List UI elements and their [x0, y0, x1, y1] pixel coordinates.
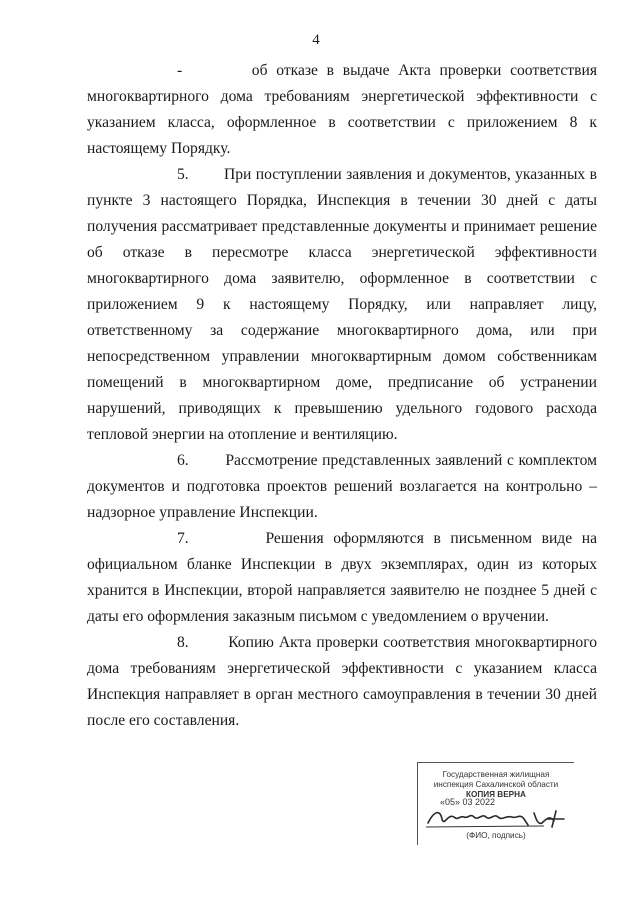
paragraph-text: При поступлении заявления и документов, указанных в пункте 3 настоящего Порядка, Инспекция в течении 30 дней с даты получения рассматривает представленные документы и принимает решение об отказе в пересмотре класса энергетической эффективности многоквартирного дома заявителю, оформленное в соответствии с приложением 9 к настоящему Порядку, или направляет лицу, ответственному за содержание многоквартирного дома, или при непосредственном управлении многоквартирным домом собственникам помещений в многоквартирном доме, предписание об устранении нарушений, приводящих к превышению удельного годового расхода тепловой энергии на отопление и вентиляцию.: [87, 166, 597, 443]
paragraph-marker: 6.: [177, 452, 189, 469]
stamp-copy-verified: КОПИЯ ВЕРНА: [466, 790, 526, 799]
stamp-fio-label: (ФИО, подпись): [466, 831, 526, 840]
document-body: [87, 58, 597, 734]
paragraph-text: об отказе в выдаче Акта проверки соответствия многоквартирного дома требованиям энергетической эффективности с указанием класса, оформленное в соответствии с приложением 8 к настоящему Порядку.: [87, 62, 598, 157]
paragraph-marker: 8.: [177, 634, 189, 651]
handwritten-signature: [424, 805, 570, 831]
certification-stamp: [417, 762, 574, 845]
paragraph-marker: -: [177, 62, 183, 79]
paragraph-text: Копию Акта проверки соответствия многоквартирного дома требованиям энергетической эффективности с указанием класса Инспекция направляет в орган местного самоуправления в течении 30 дней после его составления.: [87, 634, 597, 729]
paragraph-5: [87, 162, 597, 448]
page-number: 4: [312, 32, 320, 48]
paragraph-refusal-item: [87, 58, 597, 162]
paragraph-marker: 7.: [177, 530, 189, 547]
paragraph-marker: 5.: [177, 166, 189, 183]
paragraph-7: [87, 526, 597, 630]
stamp-org-line-1: Государственная жилищная: [442, 770, 550, 779]
paragraph-6: [87, 448, 597, 526]
stamp-org-line-2: инспекция Сахалинской области: [433, 780, 559, 789]
stamp-date: «05» 03 2022: [440, 797, 496, 807]
paragraph-text: Рассмотрение представленных заявлений с комплектом документов и подготовка проектов решений возлагается на контрольно – надзорное управление Инспекции.: [87, 452, 597, 521]
paragraph-text: Решения оформляются в письменном виде на официальном бланке Инспекции в двух экземплярах, один из которых хранится в Инспекции, второй направляется заявителю не позднее 5 дней с даты его оформления заказным письмом с уведомлением о вручении.: [87, 530, 598, 625]
paragraph-8: [87, 630, 597, 734]
